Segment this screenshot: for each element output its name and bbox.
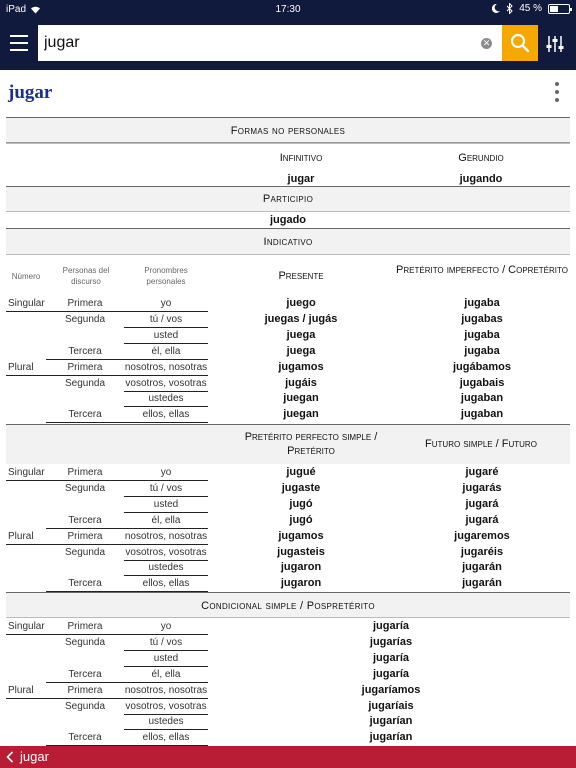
number-label: Singular xyxy=(8,467,45,478)
row-divider xyxy=(124,650,208,651)
conjugated-form: jugábamos xyxy=(452,360,512,373)
pronoun-label: tú / vos xyxy=(149,313,183,325)
conjugated-form: juego xyxy=(286,297,316,309)
row-divider xyxy=(124,496,208,497)
conjugated-form: jugaron xyxy=(280,577,322,590)
pronoun-label: ustedes xyxy=(148,716,184,728)
value-infinitivo: jugar xyxy=(287,173,315,185)
conjugated-form: jugará xyxy=(465,497,499,510)
pronoun-label: yo xyxy=(160,467,172,478)
conjugated-form: jugó xyxy=(289,513,313,526)
person-label: Primera xyxy=(67,530,103,542)
row-divider xyxy=(46,682,208,683)
moon-icon xyxy=(492,4,500,13)
pronoun-label: usted xyxy=(153,329,179,341)
column-personas: Personas del discurso xyxy=(62,266,110,286)
conjugated-form: jugaría xyxy=(372,667,410,680)
conjugated-form: jugarían xyxy=(369,731,413,744)
pronoun-label: ellos, ellas xyxy=(142,578,190,590)
search-button[interactable] xyxy=(502,25,538,61)
person-label: Segunda xyxy=(64,546,106,558)
conjugated-form: jugaba xyxy=(464,328,500,341)
row-divider xyxy=(124,391,208,392)
row-divider xyxy=(124,406,208,407)
row-divider xyxy=(124,729,208,730)
headword-row xyxy=(0,70,576,114)
status-time: 17:30 xyxy=(275,4,301,15)
bottom-bar xyxy=(0,746,576,768)
conjugated-form: juega xyxy=(286,328,316,341)
battery-percent: 45 % xyxy=(519,3,542,14)
person-label: Primera xyxy=(67,361,103,373)
person-label: Segunda xyxy=(64,636,106,648)
number-label: Plural xyxy=(8,530,34,542)
top-bar xyxy=(0,20,576,70)
pronoun-label: nosotros, nosotras xyxy=(124,361,208,373)
row-divider xyxy=(124,666,208,667)
person-label: Tercera xyxy=(68,668,102,680)
conjugated-form: jugaréis xyxy=(460,545,504,558)
row-divider xyxy=(46,359,208,360)
pronoun-label: vosotros, vosotras xyxy=(125,700,207,712)
tense-preterito-perfecto: Pretérito perfecto simple / Pretérito xyxy=(244,431,378,457)
person-label: Tercera xyxy=(68,345,102,357)
conjugated-form: jugamos xyxy=(278,529,324,542)
filter-button[interactable] xyxy=(545,34,565,54)
search-icon xyxy=(510,33,530,53)
pronoun-label: nosotros, nosotras xyxy=(124,684,208,696)
person-label: Primera xyxy=(67,467,103,478)
row-divider xyxy=(124,575,208,576)
back-button[interactable] xyxy=(6,749,49,764)
conjugated-form: jugó xyxy=(289,497,313,510)
conjugated-form: jugáis xyxy=(285,376,317,389)
person-label: Tercera xyxy=(68,732,102,744)
conjugated-form: jugaba xyxy=(464,297,500,309)
pronoun-label: él, ella xyxy=(151,668,181,680)
pronoun-label: ustedes xyxy=(148,562,184,574)
conjugated-form: jugasteis xyxy=(277,545,325,558)
hamburger-menu-icon[interactable] xyxy=(10,35,28,51)
label-infinitivo: Infinitivo xyxy=(279,152,323,164)
number-label: Singular xyxy=(8,621,45,632)
battery-icon xyxy=(548,4,570,14)
conjugated-form: jugaríamos xyxy=(361,683,421,696)
row-divider xyxy=(46,591,208,592)
conjugated-form: jugarían xyxy=(369,715,413,728)
conjugated-form: jugaba xyxy=(464,344,500,357)
row-divider xyxy=(124,343,208,344)
conjugated-form: juega xyxy=(286,344,316,357)
row-divider xyxy=(46,528,208,529)
number-label: Plural xyxy=(8,684,34,696)
conjugated-form: jugará xyxy=(465,513,499,526)
pronoun-label: vosotros, vosotras xyxy=(125,546,207,558)
pronoun-label: él, ella xyxy=(151,514,181,526)
conjugated-form: jugabais xyxy=(459,376,505,389)
device-name: iPad xyxy=(6,4,27,15)
pronoun-label: tú / vos xyxy=(149,636,183,648)
conjugated-form: jugarán xyxy=(462,577,502,590)
row-divider xyxy=(124,560,208,561)
conjugated-form: jugarás xyxy=(462,481,502,494)
back-label: jugar xyxy=(20,749,49,764)
row-divider xyxy=(46,422,208,423)
person-label: Primera xyxy=(67,684,103,696)
conjugated-form: jugaste xyxy=(281,481,321,494)
pronoun-label: yo xyxy=(160,298,172,309)
person-label: Tercera xyxy=(68,514,102,526)
row-divider xyxy=(6,311,208,312)
conjugated-form: jugarías xyxy=(369,635,413,648)
conjugated-form: juegas / jugás xyxy=(264,312,338,325)
conjugated-form: jugaría xyxy=(372,620,410,632)
conjugated-form: jugamos xyxy=(278,360,324,373)
conjugation-table xyxy=(6,114,570,746)
pronoun-label: usted xyxy=(153,498,179,510)
person-label: Primera xyxy=(67,621,103,632)
section-indicativo: Indicativo xyxy=(6,228,570,255)
number-label: Singular xyxy=(8,298,45,309)
sliders-icon xyxy=(545,34,565,54)
person-label: Primera xyxy=(67,298,103,309)
conjugated-form: jugaría xyxy=(372,651,410,664)
conjugated-form: jugaban xyxy=(460,408,504,421)
tense-preterito-imperfecto: Pretérito imperfecto / Copretérito xyxy=(396,264,568,276)
conjugated-form: juegan xyxy=(283,392,319,405)
conjugated-form: jugaremos xyxy=(454,529,510,542)
label-participio: Participio xyxy=(6,186,570,212)
pronoun-label: tú / vos xyxy=(149,482,183,494)
tense-condicional: Condicional simple / Pospretérito xyxy=(6,592,570,618)
status-right xyxy=(492,3,570,14)
search-input[interactable] xyxy=(44,31,464,55)
person-label: Segunda xyxy=(64,313,106,325)
person-label: Segunda xyxy=(64,377,106,389)
clear-icon[interactable]: ✕ xyxy=(482,38,491,48)
status-bar xyxy=(0,0,576,20)
pronoun-label: nosotros, nosotras xyxy=(124,530,208,542)
number-label: Plural xyxy=(8,361,34,373)
pronoun-label: ellos, ellas xyxy=(142,732,190,744)
chevron-left-icon xyxy=(6,751,14,763)
conjugated-form: jugaríais xyxy=(368,699,414,712)
row-divider xyxy=(124,327,208,328)
pronoun-label: él, ella xyxy=(151,345,181,357)
person-label: Segunda xyxy=(64,700,106,712)
person-label: Segunda xyxy=(64,482,106,494)
pronoun-label: vosotros, vosotras xyxy=(125,377,207,389)
tense-futuro: Futuro simple / Futuro xyxy=(425,438,537,450)
search-box xyxy=(38,25,502,61)
column-pronombres: Pronombres personales xyxy=(144,266,188,286)
row-divider xyxy=(6,544,208,545)
pronoun-label: ellos, ellas xyxy=(142,409,190,421)
headword-title: jugar xyxy=(8,82,53,103)
conjugated-form: jugarán xyxy=(462,561,502,574)
pronoun-label: usted xyxy=(153,652,179,664)
conjugated-form: jugaron xyxy=(280,561,322,574)
conjugated-form: juegan xyxy=(283,408,319,421)
conjugated-form: jugué xyxy=(286,466,316,478)
conjugated-form: jugaré xyxy=(465,466,499,478)
conjugated-form: jugaban xyxy=(460,392,504,405)
person-label: Tercera xyxy=(68,578,102,590)
tense-presente: Presente xyxy=(278,270,324,282)
person-label: Tercera xyxy=(68,409,102,421)
row-divider xyxy=(6,375,208,376)
more-vertical-icon[interactable] xyxy=(554,82,560,102)
section-formas-no-personales: Formas no personales xyxy=(6,117,570,144)
row-divider xyxy=(6,634,208,635)
value-participio: jugado xyxy=(269,214,307,226)
label-gerundio: Gerundio xyxy=(458,152,504,164)
row-divider xyxy=(124,512,208,513)
row-divider xyxy=(124,714,208,715)
bluetooth-icon xyxy=(506,3,513,14)
pronoun-label: ustedes xyxy=(148,393,184,405)
column-numero: Número xyxy=(11,272,41,281)
row-divider xyxy=(6,698,208,699)
row-divider xyxy=(6,480,208,481)
pronoun-label: yo xyxy=(160,621,172,632)
value-gerundio: jugando xyxy=(459,173,503,185)
conjugated-form: jugabas xyxy=(461,312,503,325)
